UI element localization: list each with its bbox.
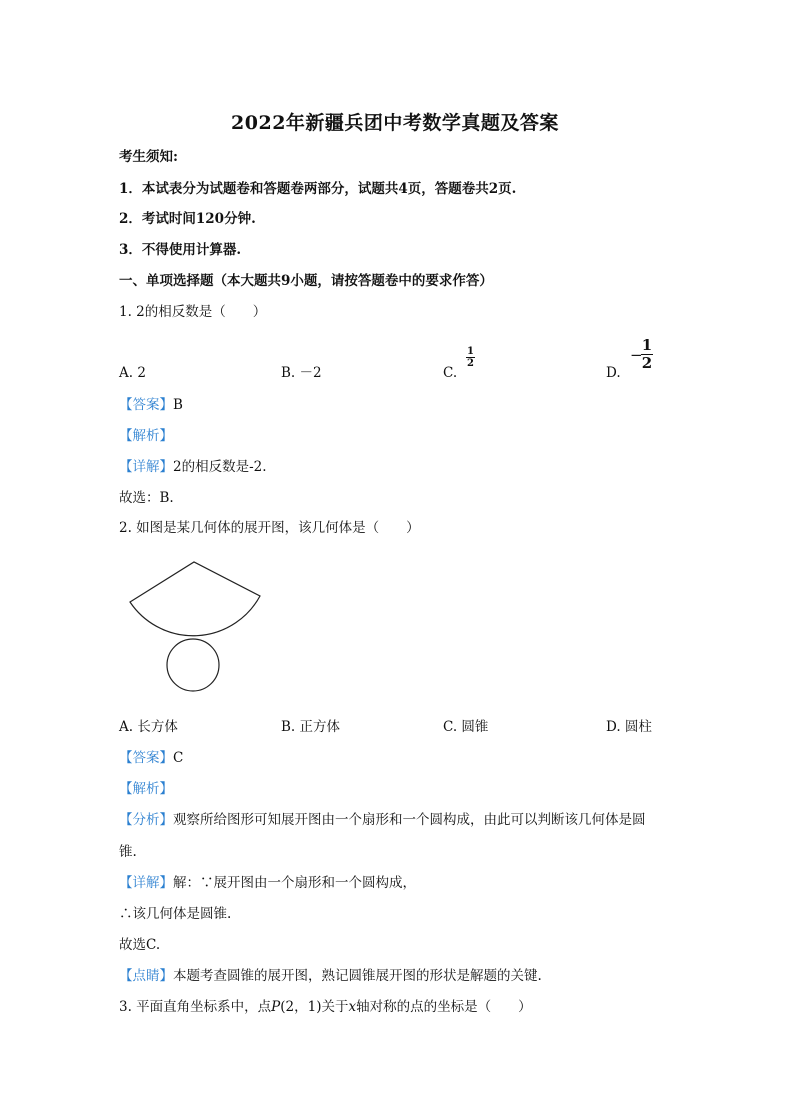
q2-option-c: C. 圆锥 [443,719,489,735]
detail-tag: 【详解】 [119,459,173,475]
q1-option-c-numerator: 1 [467,346,474,357]
q2-therefore: ∴该几何体是圆锥. [119,906,232,922]
q2-option-a: A. 长方体 [119,719,178,735]
q2-answer [119,749,183,767]
q1-stem: 1. 2的相反数是（ ） [119,304,267,320]
q2-option-d: D. 圆柱 [606,719,652,735]
q2-analysis-line-2: 锥. [119,844,137,860]
answer-tag: 【答案】 [119,750,173,766]
q2-conclusion: 故选C. [119,937,161,953]
q1-option-d-fraction [641,337,653,372]
q2-detail-text: 解：∵展开图由一个扇形和一个圆构成， [173,875,416,891]
q1-option-c-denominator: 2 [467,358,474,369]
q3-stem [119,998,532,1016]
q2-comment-text: 本题考查圆锥的展开图，熟记圆锥展开图的形状是解题的关键. [173,968,542,984]
q2-analysis-tag: 【解析】 [119,781,173,797]
q1-option-d-numerator: 1 [641,336,653,354]
notice-heading: 考生须知: [119,149,178,165]
q2-comment [119,967,542,985]
q1-option-d-denominator: 2 [641,354,653,372]
section-heading: 一、单项选择题（本大题共9小题，请按答题卷中的要求作答） [119,273,493,289]
q1-option-a: A. 2 [119,365,146,381]
q1-option-c-fraction [466,346,475,369]
notice-item-2: 2．考试时间120分钟. [119,211,256,227]
answer-tag: 【答案】 [119,397,173,413]
q1-option-d-prefix: D. [606,365,621,381]
q2-detail [119,874,416,892]
circle-shape [167,639,219,691]
q1-option-b: B. －2 [281,365,322,381]
page-title: 2022年新疆兵团中考数学真题及答案 [231,112,559,134]
q3-axis-label: x [348,999,357,1015]
q2-stem: 2. 如图是某几何体的展开图，该几何体是（ ） [119,520,420,536]
q3-stem-suffix: 轴对称的点的坐标是（ ） [356,999,532,1015]
notice-item-3: 3．不得使用计算器. [119,242,242,258]
q1-answer-value: B [173,397,183,413]
q3-coords: (2，1)关于 [280,999,349,1015]
notice-item-1: 1．本试表分为试题卷和答题卷两部分，试题共4页，答题卷共2页. [119,181,517,197]
q1-detail [119,458,267,476]
q2-option-b: B. 正方体 [281,719,341,735]
detail-tag: 【详解】 [119,875,173,891]
q1-answer [119,396,183,414]
q1-option-c-prefix: C. [443,365,458,381]
comment-tag: 【点睛】 [119,968,173,984]
sector-shape [130,562,260,636]
q1-conclusion: 故选：B. [119,490,174,506]
cone-net-figure [120,556,270,701]
q2-answer-value: C [173,750,184,766]
q1-detail-text: 2的相反数是-2. [173,459,267,475]
q3-stem-prefix: 3. 平面直角坐标系中，点 [119,999,272,1015]
q2-analysis-line-1 [119,811,646,829]
q2-analysis-text: 观察所给图形可知展开图由一个扇形和一个圆构成，由此可以判断该几何体是圆 [173,812,646,828]
q1-option-d-sign: − [630,346,643,364]
analysis-label: 【分析】 [119,812,173,828]
q1-analysis-tag: 【解析】 [119,428,173,444]
q3-point-label: P [271,999,281,1015]
